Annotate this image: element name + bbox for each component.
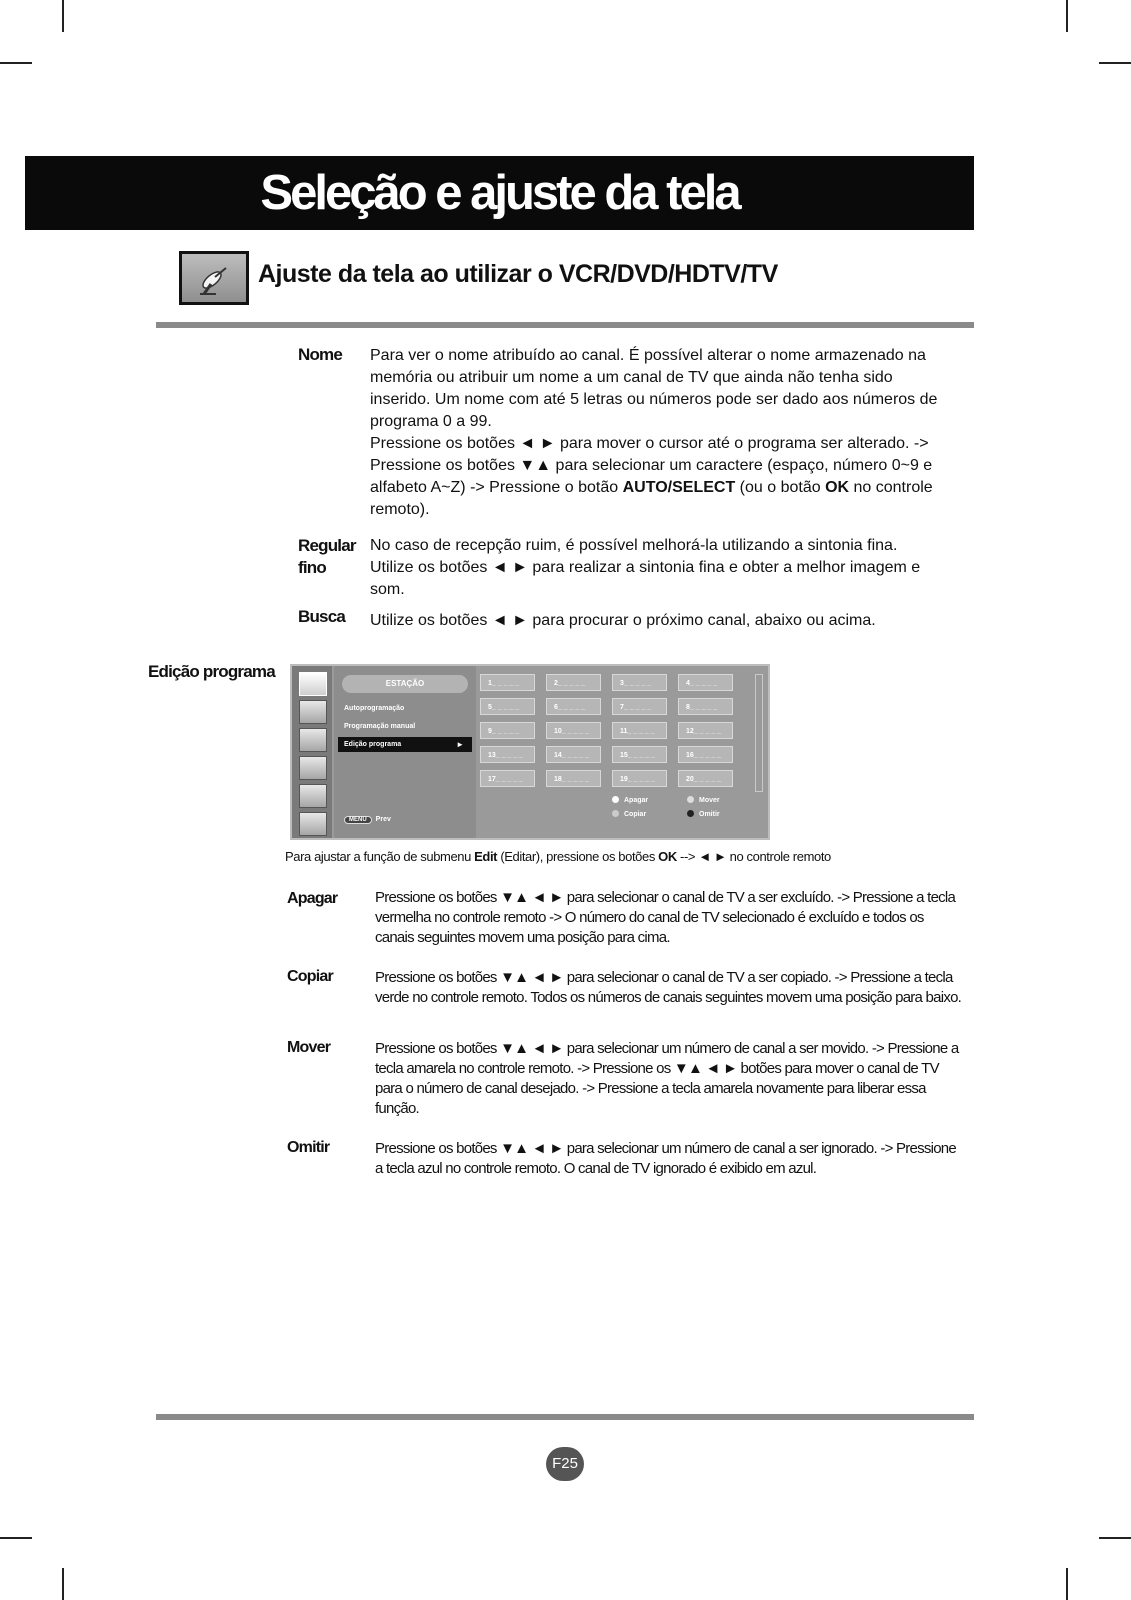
osd-channel-cell: 5_ _ _ _ _ xyxy=(480,698,535,715)
apagar-text: Pressione os botões ▼▲ ◄ ► para selecionar o canal de TV a ser excluído. -> Pressione a tecla vermelha no controle remoto -> O número do canal de TV selecionado é excluído e todos os canais seguintes movem uma posição para cima. xyxy=(375,889,956,946)
nome-label: Nome xyxy=(298,345,343,364)
crop-mark xyxy=(1099,62,1131,64)
section-title: Ajuste da tela ao utilizar o VCR/DVD/HDTV/TV xyxy=(258,260,778,288)
crop-mark xyxy=(1099,1537,1131,1539)
dot-icon xyxy=(612,796,619,803)
busca-text: Utilize os botões ◄ ► para procurar o próximo canal, abaixo ou acima. xyxy=(370,612,876,629)
satellite-dish-icon xyxy=(179,251,249,305)
osd-icon-bar xyxy=(292,666,332,838)
osd-item-edicao-programa: Edição programa ► xyxy=(338,737,472,752)
nome-instructions: Pressione os botões ◄ ► para mover o cursor até o programa ser alterado. -> Pressione os botões ▼▲ para selecionar um caractere (espaço, número 0~9 e alfabeto A~Z) -> Pressione o botão AUTO/SELECT (ou o botão OK no controle remoto). xyxy=(370,435,933,518)
osd-channel-cell: 19_ _ _ _ _ xyxy=(612,770,667,787)
osd-channel-cell: 15_ _ _ _ _ xyxy=(612,746,667,763)
crop-mark xyxy=(0,62,32,64)
title-banner xyxy=(25,156,974,230)
crop-mark xyxy=(1066,0,1068,32)
speaker-icon xyxy=(299,728,327,752)
osd-legend-apagar: Apagar xyxy=(612,796,648,804)
osd-channel-cell: 17_ _ _ _ _ xyxy=(480,770,535,787)
crop-mark xyxy=(62,0,64,32)
osd-channel-cell: 10_ _ _ _ _ xyxy=(546,722,601,739)
osd-scrollbar xyxy=(755,674,763,792)
osd-menu-screenshot xyxy=(290,664,770,840)
osd-channel-cell: 20_ _ _ _ _ xyxy=(678,770,733,787)
wrench-icon xyxy=(299,784,327,808)
page-title: Seleção e ajuste da tela xyxy=(260,166,739,220)
osd-channel-cell: 9_ _ _ _ _ xyxy=(480,722,535,739)
osd-channel-cell: 7_ _ _ _ _ xyxy=(612,698,667,715)
regular-fino-label: Regular fino xyxy=(298,536,356,577)
omitir-text: Pressione os botões ▼▲ ◄ ► para selecionar um número de canal a ser ignorado. -> Pressione a tecla azul no controle remoto. O canal de TV ignorado é exibido em azul. xyxy=(375,1140,956,1177)
regular-fino-text: No caso de recepção ruim, é possível melhorá-la utilizando a sintonia fina. Utilize os botões ◄ ► para realizar a sintonia fina e obter a melhor imagem e som. xyxy=(370,537,921,598)
clock-icon xyxy=(299,756,327,780)
osd-station-menu xyxy=(334,666,476,838)
osd-legend-mover: Mover xyxy=(687,796,720,804)
dot-icon xyxy=(687,796,694,803)
copiar-text: Pressione os botões ▼▲ ◄ ► para selecionar o canal de TV a ser copiado. -> Pressione a tecla verde no controle remoto. Todos os números de canais seguintes movem uma posição para baixo. xyxy=(375,969,962,1006)
dot-icon xyxy=(687,810,694,817)
osd-prev-hint: MENU Prev xyxy=(344,816,391,824)
edicao-programa-heading: Edição programa xyxy=(148,662,275,681)
osd-channel-cell: 3_ _ _ _ _ xyxy=(612,674,667,691)
page-number: F25 xyxy=(546,1447,584,1481)
satellite-dish-icon xyxy=(299,672,327,696)
osd-channel-cell: 6_ _ _ _ _ xyxy=(546,698,601,715)
osd-channel-cell: 8_ _ _ _ _ xyxy=(678,698,733,715)
mover-label: Mover xyxy=(287,1039,331,1056)
arrow-right-icon: ► xyxy=(456,740,464,749)
osd-channel-cell: 1_ _ _ _ _ xyxy=(480,674,535,691)
osd-item-autoprogramacao: Autoprogramação xyxy=(344,705,405,712)
nome-text: Para ver o nome atribuído ao canal. É possível alterar o nome armazenado na memória ou atribuir um nome a um canal de TV que ainda não tenha sido inserido. Um nome com até 5 letras ou números pode ser dado aos números de programa 0 a 99. xyxy=(370,347,938,430)
osd-channel-cell: 4_ _ _ _ _ xyxy=(678,674,733,691)
osd-channel-cell: 11_ _ _ _ _ xyxy=(612,722,667,739)
busca-label: Busca xyxy=(298,607,346,626)
crop-mark xyxy=(62,1568,64,1600)
osd-channel-cell: 12_ _ _ _ _ xyxy=(678,722,733,739)
dot-icon xyxy=(612,810,619,817)
osd-legend-omitir: Omitir xyxy=(687,810,720,818)
crop-mark xyxy=(0,1537,32,1539)
osd-legend-copiar: Copiar xyxy=(612,810,646,818)
screen-icon xyxy=(299,812,327,836)
osd-channel-cell: 2_ _ _ _ _ xyxy=(546,674,601,691)
nome-description xyxy=(370,345,938,521)
divider xyxy=(156,322,974,328)
osd-channel-grid xyxy=(480,674,752,792)
osd-caption: Para ajustar a função de submenu Edit (Editar), pressione os botões OK --> ◄ ► no controle remoto xyxy=(285,849,831,864)
mover-text: Pressione os botões ▼▲ ◄ ► para selecionar um número de canal a ser movido. -> Pressione a tecla amarela no controle remoto. -> Pressione os ▼▲ ◄ ► botões para mover o canal de TV para o número de canal desejado. -> Pressione a tecla amarela novamente para liberar essa função. xyxy=(375,1040,959,1117)
osd-menu-title: ESTAÇÃO xyxy=(342,675,468,693)
crop-mark xyxy=(1066,1568,1068,1600)
osd-channel-cell: 13_ _ _ _ _ xyxy=(480,746,535,763)
picture-icon xyxy=(299,700,327,724)
copiar-label: Copiar xyxy=(287,968,333,985)
osd-channel-cell: 16_ _ _ _ _ xyxy=(678,746,733,763)
menu-key: MENU xyxy=(344,816,372,824)
omitir-label: Omitir xyxy=(287,1139,330,1156)
osd-item-programacao-manual: Programação manual xyxy=(344,723,416,730)
osd-channel-cell: 18_ _ _ _ _ xyxy=(546,770,601,787)
osd-channel-cell: 14_ _ _ _ _ xyxy=(546,746,601,763)
footer-divider xyxy=(156,1414,974,1420)
apagar-label: Apagar xyxy=(287,890,338,907)
